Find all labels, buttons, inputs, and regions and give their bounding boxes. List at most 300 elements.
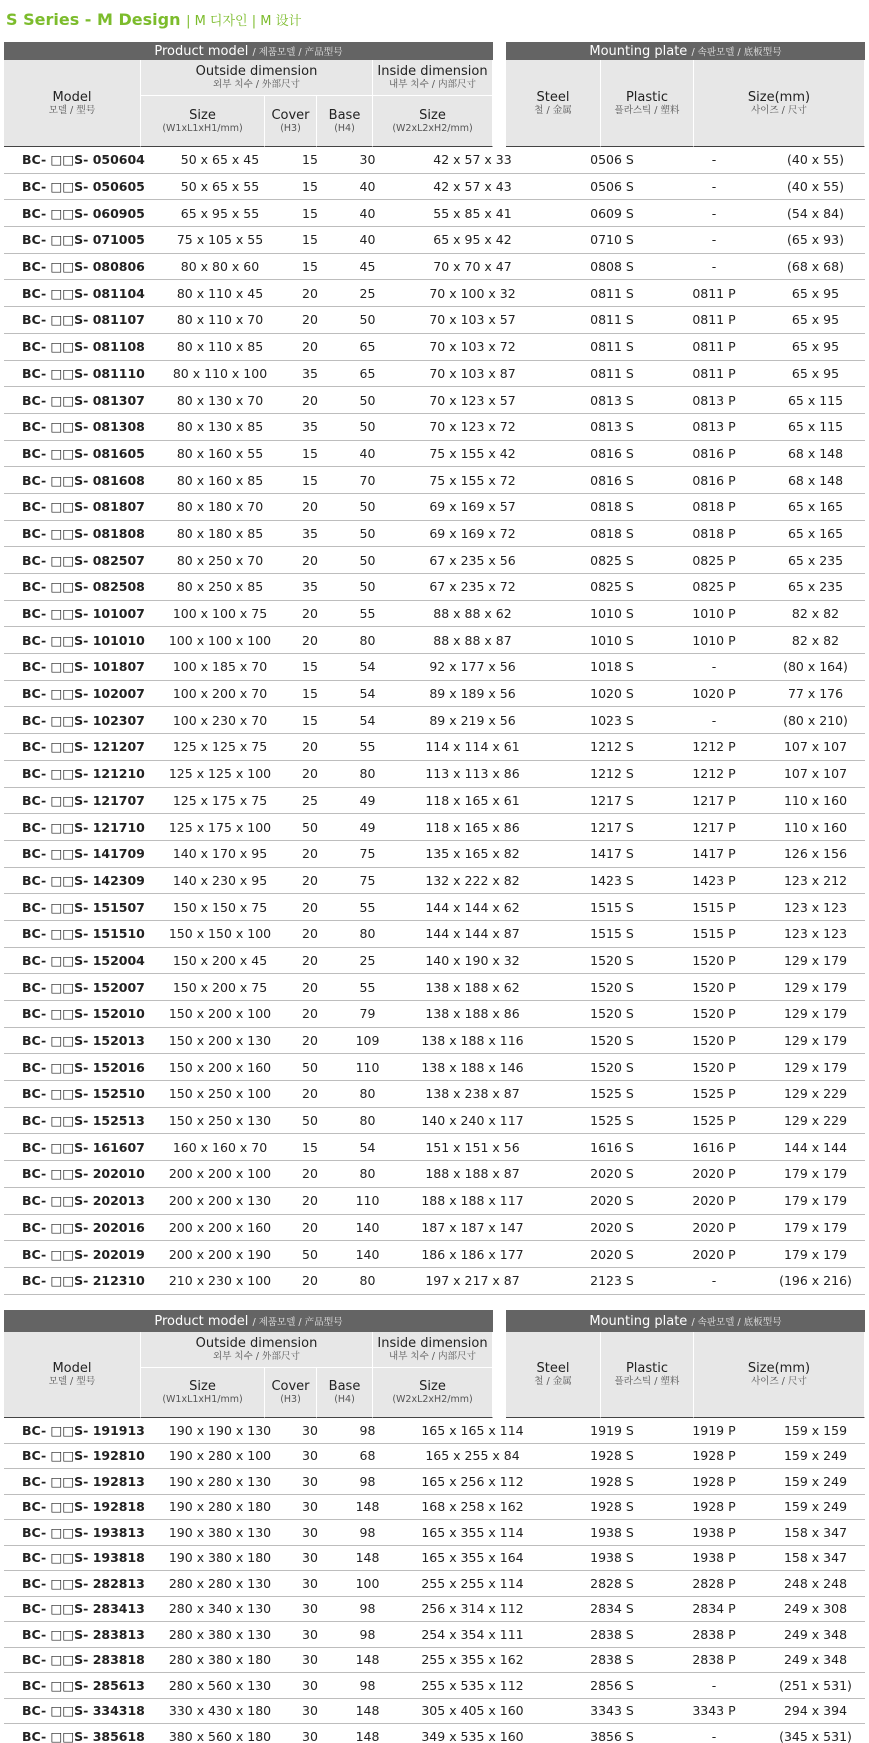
base-cell: 54: [359, 712, 376, 728]
spec-table-1: [4, 42, 865, 1295]
inner-size-cell: 168 x 258 x 162: [397, 1495, 549, 1520]
model-cell: BC- □□S- 081608: [22, 472, 145, 488]
plate-size-cell: 179 x 179: [783, 1219, 848, 1235]
outer-size-cell: 150 x 200 x 130: [168, 1033, 272, 1049]
steel-plate-cell: 1520 S: [590, 979, 634, 995]
table-row: [4, 494, 865, 521]
inner-size-cell: 138 x 188 x 146: [397, 1054, 549, 1080]
steel-plate-cell: 1919 S: [590, 1422, 634, 1438]
cover-cell: 20: [302, 979, 318, 995]
column-gap: [549, 788, 562, 814]
inner-size-cell: 69 x 169 x 57: [397, 494, 549, 520]
model-cell: BC- □□S- 081807: [22, 499, 145, 515]
column-gap: [549, 974, 562, 1000]
column-gap: [549, 1495, 562, 1520]
column-gap: [549, 1134, 562, 1160]
steel-plate-cell: 0813 S: [590, 419, 634, 435]
column-gap: [549, 414, 562, 440]
base-cell: 79: [359, 1006, 376, 1022]
inner-size-cell: 255 x 535 x 112: [397, 1673, 549, 1698]
table-row: [4, 467, 865, 494]
cover-cell: 15: [302, 259, 318, 275]
inner-size-cell: 132 x 222 x 82: [397, 868, 549, 894]
steel-plate-cell: 1212 S: [590, 766, 634, 782]
cover-cell: 30: [302, 1499, 318, 1515]
column-gap: [549, 1215, 562, 1241]
inner-size-cell: 75 x 155 x 42: [397, 441, 549, 467]
table-row: [4, 948, 865, 975]
outer-size-cell: 210 x 230 x 100: [168, 1273, 272, 1289]
base-cell: 55: [359, 979, 376, 995]
plate-size-cell: (345 x 531): [779, 1728, 852, 1743]
steel-plate-cell: 0818 S: [590, 525, 634, 541]
column-gap: [549, 1469, 562, 1494]
plastic-plate-cell: 0816 P: [692, 472, 736, 488]
table-row: [4, 1054, 865, 1081]
plate-size-cell: 65 x 95: [791, 339, 840, 355]
cover-cell: 30: [302, 1677, 318, 1693]
outer-size-cell: 150 x 200 x 45: [172, 952, 268, 968]
base-cell: 75: [359, 846, 376, 862]
table-row: [4, 1571, 865, 1597]
table-row: [4, 1648, 865, 1674]
inner-size-cell: 67 x 235 x 72: [397, 574, 549, 600]
inner-size-cell: 69 x 169 x 72: [397, 521, 549, 547]
inner-size-cell: 42 x 57 x 33: [397, 147, 549, 173]
outer-size-cell: 150 x 250 x 100: [168, 1086, 272, 1102]
cover-cell: 20: [302, 632, 318, 648]
table-row: [4, 1241, 865, 1268]
cover-cell: 30: [302, 1473, 318, 1489]
inner-size-cell: 70 x 103 x 87: [397, 361, 549, 387]
plate-size-cell: 65 x 95: [791, 365, 840, 381]
plastic-header: Plastic 플라스틱 / 塑料: [601, 1332, 694, 1418]
plastic-plate-cell: -: [711, 1728, 717, 1743]
plate-size-cell: 123 x 123: [783, 926, 848, 942]
plate-size-cell: 158 x 347: [783, 1524, 848, 1540]
outer-size-cell: 200 x 200 x 190: [168, 1246, 272, 1262]
cover-cell: 30: [302, 1422, 318, 1438]
cover-cell: 30: [302, 1652, 318, 1668]
column-gap: [549, 361, 562, 387]
inner-size-cell: 114 x 114 x 61: [397, 734, 549, 760]
model-cell: BC- □□S- 334318: [22, 1703, 145, 1719]
product-model-bar: Product model / 제품모델 / 产品型号: [4, 42, 493, 60]
model-cell: BC- □□S- 081108: [22, 339, 145, 355]
plate-size-cell: 179 x 179: [783, 1166, 848, 1182]
plastic-plate-cell: 1938 P: [692, 1550, 736, 1566]
plate-size-cell: 65 x 235: [787, 552, 844, 568]
plastic-plate-cell: 1520 P: [692, 1059, 736, 1075]
plastic-plate-cell: 0811 P: [692, 312, 736, 328]
cover-cell: 30: [302, 1703, 318, 1719]
column-gap: [549, 601, 562, 627]
base-cell: 65: [359, 365, 376, 381]
inner-size-cell: 165 x 355 x 114: [397, 1520, 549, 1545]
column-gap: [549, 254, 562, 280]
plate-size-cell: 129 x 179: [783, 952, 848, 968]
model-header: Model 모델 / 型号: [4, 1332, 141, 1418]
mounting-plate-bar: Mounting plate / 속판모델 / 底板型号: [506, 42, 865, 60]
cover-cell: 50: [302, 1246, 318, 1262]
base-cell: 40: [359, 205, 376, 221]
table-row: [4, 974, 865, 1001]
table-row: [4, 254, 865, 281]
base-cell: 30: [359, 152, 376, 168]
cover-cell: 20: [302, 1033, 318, 1049]
base-cell: 40: [359, 445, 376, 461]
base-cell: 50: [359, 525, 376, 541]
plastic-plate-cell: -: [711, 1677, 717, 1693]
column-gap: [549, 761, 562, 787]
table-row: [4, 1108, 865, 1135]
steel-plate-cell: 1515 S: [590, 926, 634, 942]
inner-size-cell: 75 x 155 x 72: [397, 467, 549, 493]
plastic-plate-cell: 1217 P: [692, 819, 736, 835]
model-header: Model 모델 / 型号: [4, 60, 141, 147]
inner-size-cell: 165 x 355 x 164: [397, 1546, 549, 1571]
base-cell: 50: [359, 499, 376, 515]
steel-plate-cell: 1217 S: [590, 792, 634, 808]
base-cell: 55: [359, 739, 376, 755]
base-cell: 98: [359, 1422, 376, 1438]
table-row: [4, 681, 865, 708]
table-row: [4, 547, 865, 574]
outer-size-cell: 50 x 65 x 55: [180, 179, 260, 195]
cover-cell: 20: [302, 952, 318, 968]
table-row: [4, 601, 865, 628]
base-cell: 100: [355, 1575, 380, 1591]
steel-plate-cell: 1515 S: [590, 899, 634, 915]
inner-size-cell: 144 x 144 x 87: [397, 921, 549, 947]
base-cell: 55: [359, 899, 376, 915]
column-gap: [549, 334, 562, 360]
inner-size-cell: 42 x 57 x 43: [397, 174, 549, 200]
table-row: [4, 734, 865, 761]
column-gap: [549, 1081, 562, 1107]
column-gap: [549, 441, 562, 467]
model-cell: BC- □□S- 081308: [22, 419, 145, 435]
model-cell: BC- □□S- 050604: [22, 152, 145, 168]
plate-size-cell: (65 x 93): [787, 232, 844, 248]
model-cell: BC- □□S- 082507: [22, 552, 145, 568]
plate-size-cell: (80 x 164): [783, 659, 848, 675]
steel-plate-cell: 0808 S: [590, 259, 634, 275]
steel-plate-cell: 2020 S: [590, 1246, 634, 1262]
table-row: [4, 414, 865, 441]
model-cell: BC- □□S- 152513: [22, 1113, 145, 1129]
plate-size-cell: 144 x 144: [783, 1139, 848, 1155]
size-mm-header: Size(mm) 사이즈 / 尺寸: [694, 60, 865, 147]
inner-size-cell: 92 x 177 x 56: [397, 654, 549, 680]
plastic-plate-cell: -: [711, 232, 717, 248]
outer-size-cell: 200 x 200 x 160: [168, 1219, 272, 1235]
model-cell: BC- □□S- 283818: [22, 1652, 145, 1668]
cover-cell: 20: [302, 899, 318, 915]
plate-size-cell: 294 x 394: [783, 1703, 848, 1719]
inner-size-cell: 65 x 95 x 42: [397, 227, 549, 253]
base-cell: 140: [355, 1246, 380, 1262]
outer-size-cell: 330 x 430 x 180: [168, 1703, 272, 1719]
base-cell: 110: [355, 1059, 380, 1075]
base-cell: 40: [359, 232, 376, 248]
inner-size-cell: 305 x 405 x 160: [397, 1699, 549, 1724]
steel-plate-cell: 1525 S: [590, 1113, 634, 1129]
column-gap: [549, 868, 562, 894]
outside-dimension-header: Outside dimension 외부 치수 / 外部尺寸: [141, 1332, 373, 1368]
cover-cell: 15: [302, 1139, 318, 1155]
model-cell: BC- □□S- 282813: [22, 1575, 145, 1591]
plastic-plate-cell: 1928 P: [692, 1448, 736, 1464]
cover-cell: 15: [302, 712, 318, 728]
plastic-plate-cell: 0818 P: [692, 525, 736, 541]
column-gap: [549, 1444, 562, 1469]
table-row: [4, 307, 865, 334]
outer-size-cell: 80 x 250 x 85: [176, 579, 264, 595]
table-header: [4, 1310, 865, 1418]
base-cell: 140: [355, 1219, 380, 1235]
spec-table-2: [4, 1310, 865, 1743]
inner-size-cell: 187 x 187 x 147: [397, 1215, 549, 1241]
cover-cell: 35: [302, 579, 318, 595]
outer-size-cell: 150 x 150 x 75: [172, 899, 268, 915]
outer-size-cell: 160 x 160 x 70: [172, 1139, 268, 1155]
plate-size-cell: 129 x 229: [783, 1086, 848, 1102]
cover-header: Cover (H3): [265, 96, 317, 147]
column-gap: [549, 1108, 562, 1134]
inner-size-cell: 165 x 256 x 112: [397, 1469, 549, 1494]
plastic-plate-cell: 1020 P: [692, 686, 736, 702]
table-row: [4, 1622, 865, 1648]
inner-size-cell: 88 x 88 x 87: [397, 627, 549, 653]
inner-size-cell: 138 x 188 x 62: [397, 974, 549, 1000]
base-cell: 80: [359, 1273, 376, 1289]
column-gap: [549, 1648, 562, 1673]
steel-plate-cell: 1520 S: [590, 1059, 634, 1075]
plate-size-cell: 129 x 179: [783, 1033, 848, 1049]
model-cell: BC- □□S- 102307: [22, 712, 145, 728]
plastic-plate-cell: 2020 P: [692, 1193, 736, 1209]
table-row: [4, 1418, 865, 1444]
inner-size-cell: 135 x 165 x 82: [397, 841, 549, 867]
cover-cell: 20: [302, 285, 318, 301]
steel-plate-cell: 1616 S: [590, 1139, 634, 1155]
table-row: [4, 1215, 865, 1242]
plate-size-cell: 65 x 115: [787, 419, 844, 435]
inner-size-cell: 188 x 188 x 117: [397, 1188, 549, 1214]
outer-size-header: Size (W1xL1xH1/mm): [141, 1368, 265, 1418]
cover-cell: 20: [302, 872, 318, 888]
plastic-plate-cell: 0811 P: [692, 285, 736, 301]
inner-size-cell: 89 x 189 x 56: [397, 681, 549, 707]
model-cell: BC- □□S- 141709: [22, 846, 145, 862]
inner-size-cell: 113 x 113 x 86: [397, 761, 549, 787]
table-row: [4, 1028, 865, 1055]
cover-cell: 15: [302, 686, 318, 702]
column-gap: [549, 627, 562, 653]
plastic-plate-cell: 2020 P: [692, 1246, 736, 1262]
steel-plate-cell: 2838 S: [590, 1652, 634, 1668]
inner-size-cell: 70 x 103 x 57: [397, 307, 549, 333]
outer-size-cell: 280 x 340 x 130: [168, 1601, 272, 1617]
table-row: [4, 387, 865, 414]
steel-plate-cell: 1520 S: [590, 952, 634, 968]
column-gap: [549, 681, 562, 707]
outer-size-cell: 190 x 380 x 180: [168, 1550, 272, 1566]
plastic-plate-cell: 1928 P: [692, 1499, 736, 1515]
cover-cell: 50: [302, 819, 318, 835]
model-cell: BC- □□S- 193813: [22, 1524, 145, 1540]
base-cell: 50: [359, 392, 376, 408]
base-cell: 148: [355, 1652, 380, 1668]
outer-size-cell: 150 x 200 x 75: [172, 979, 268, 995]
plastic-plate-cell: 1515 P: [692, 926, 736, 942]
base-header: Base (H4): [317, 1368, 373, 1418]
outer-size-cell: 125 x 125 x 100: [168, 766, 272, 782]
column-gap: [549, 1001, 562, 1027]
column-gap: [549, 734, 562, 760]
outer-size-cell: 190 x 280 x 130: [168, 1473, 272, 1489]
base-cell: 148: [355, 1703, 380, 1719]
plate-size-cell: (80 x 210): [783, 712, 848, 728]
cover-cell: 35: [302, 365, 318, 381]
cover-cell: 30: [302, 1448, 318, 1464]
cover-cell: 30: [302, 1601, 318, 1617]
table-row: [4, 1268, 865, 1295]
model-cell: BC- □□S- 121707: [22, 792, 145, 808]
cover-cell: 15: [302, 205, 318, 221]
base-cell: 75: [359, 872, 376, 888]
column-gap: [549, 307, 562, 333]
outer-size-cell: 100 x 200 x 70: [172, 686, 268, 702]
column-gap: [549, 654, 562, 680]
inner-size-cell: 138 x 188 x 116: [397, 1028, 549, 1054]
model-cell: BC- □□S- 151510: [22, 926, 145, 942]
steel-plate-cell: 0811 S: [590, 365, 634, 381]
column-gap: [549, 1571, 562, 1596]
column-gap: [549, 521, 562, 547]
cover-cell: 20: [302, 846, 318, 862]
table-row: [4, 1134, 865, 1161]
plate-size-cell: (54 x 84): [787, 205, 844, 221]
plate-size-cell: 82 x 82: [791, 606, 840, 622]
base-cell: 80: [359, 1113, 376, 1129]
plate-size-cell: (68 x 68): [787, 259, 844, 275]
outer-size-cell: 50 x 65 x 45: [180, 152, 260, 168]
steel-plate-cell: 0813 S: [590, 392, 634, 408]
plate-size-cell: 129 x 179: [783, 1059, 848, 1075]
outer-size-cell: 280 x 280 x 130: [168, 1575, 272, 1591]
outer-size-cell: 150 x 200 x 100: [168, 1006, 272, 1022]
outer-size-cell: 80 x 110 x 45: [176, 285, 264, 301]
cover-cell: 30: [302, 1524, 318, 1540]
table-row: [4, 1495, 865, 1521]
table-row: [4, 868, 865, 895]
model-cell: BC- □□S- 193818: [22, 1550, 145, 1566]
steel-plate-cell: 1212 S: [590, 739, 634, 755]
outer-size-cell: 280 x 560 x 130: [168, 1677, 272, 1693]
inner-size-cell: 70 x 123 x 72: [397, 414, 549, 440]
mounting-plate-bar: Mounting plate / 속판모델 / 底板型号: [506, 1310, 865, 1332]
cover-cell: 15: [302, 659, 318, 675]
plate-size-cell: 249 x 348: [783, 1626, 848, 1642]
model-cell: BC- □□S- 071005: [22, 232, 145, 248]
plastic-plate-cell: 1938 P: [692, 1524, 736, 1540]
steel-plate-cell: 1928 S: [590, 1473, 634, 1489]
base-cell: 65: [359, 339, 376, 355]
outer-size-cell: 80 x 80 x 60: [180, 259, 260, 275]
model-cell: BC- □□S- 102007: [22, 686, 145, 702]
table-row: [4, 521, 865, 548]
outer-size-cell: 150 x 250 x 130: [168, 1113, 272, 1129]
column-gap: [549, 1054, 562, 1080]
cover-cell: 20: [302, 1006, 318, 1022]
plastic-plate-cell: 0811 P: [692, 365, 736, 381]
cover-cell: 20: [302, 499, 318, 515]
model-cell: BC- □□S- 081307: [22, 392, 145, 408]
column-gap: [549, 467, 562, 493]
steel-plate-cell: 2856 S: [590, 1677, 634, 1693]
inner-size-header: Size (W2xL2xH2/mm): [373, 1368, 493, 1418]
outer-size-cell: 150 x 150 x 100: [168, 926, 272, 942]
base-cell: 98: [359, 1473, 376, 1489]
base-cell: 70: [359, 472, 376, 488]
model-cell: BC- □□S- 050605: [22, 179, 145, 195]
cover-cell: 20: [302, 1086, 318, 1102]
model-cell: BC- □□S- 192818: [22, 1499, 145, 1515]
plastic-plate-cell: 0825 P: [692, 579, 736, 595]
model-cell: BC- □□S- 121210: [22, 766, 145, 782]
outer-size-cell: 190 x 280 x 180: [168, 1499, 272, 1515]
plastic-plate-cell: 2838 P: [692, 1652, 736, 1668]
steel-plate-cell: 0506 S: [590, 152, 634, 168]
table-row: [4, 841, 865, 868]
plastic-plate-cell: 0813 P: [692, 419, 736, 435]
plate-size-cell: 129 x 179: [783, 979, 848, 995]
outer-size-cell: 65 x 95 x 55: [180, 205, 260, 221]
outer-size-cell: 125 x 175 x 75: [172, 792, 268, 808]
steel-plate-cell: 2838 S: [590, 1626, 634, 1642]
column-gap: [549, 1724, 562, 1743]
base-cell: 109: [355, 1033, 380, 1049]
plastic-plate-cell: 1525 P: [692, 1113, 736, 1129]
steel-plate-cell: 2828 S: [590, 1575, 634, 1591]
plastic-plate-cell: 1919 P: [692, 1422, 736, 1438]
plate-size-cell: 159 x 249: [783, 1499, 848, 1515]
table-row: [4, 1161, 865, 1188]
plastic-plate-cell: 1520 P: [692, 952, 736, 968]
plastic-plate-cell: 1212 P: [692, 739, 736, 755]
column-gap: [549, 227, 562, 253]
steel-plate-cell: 0825 S: [590, 552, 634, 568]
outer-size-cell: 80 x 130 x 70: [176, 392, 264, 408]
table-row: [4, 707, 865, 734]
steel-plate-cell: 1520 S: [590, 1006, 634, 1022]
base-cell: 98: [359, 1677, 376, 1693]
steel-plate-cell: 0825 S: [590, 579, 634, 595]
model-cell: BC- □□S- 212310: [22, 1273, 145, 1289]
plate-size-cell: 129 x 229: [783, 1113, 848, 1129]
table-row: [4, 1724, 865, 1743]
base-cell: 49: [359, 819, 376, 835]
steel-plate-cell: 2123 S: [590, 1273, 634, 1289]
base-cell: 148: [355, 1728, 380, 1743]
base-cell: 148: [355, 1499, 380, 1515]
product-model-bar: Product model / 제품모델 / 产品型号: [4, 1310, 493, 1332]
table-row: [4, 1597, 865, 1623]
table-body: [4, 1418, 865, 1743]
inner-size-cell: 255 x 255 x 114: [397, 1571, 549, 1596]
